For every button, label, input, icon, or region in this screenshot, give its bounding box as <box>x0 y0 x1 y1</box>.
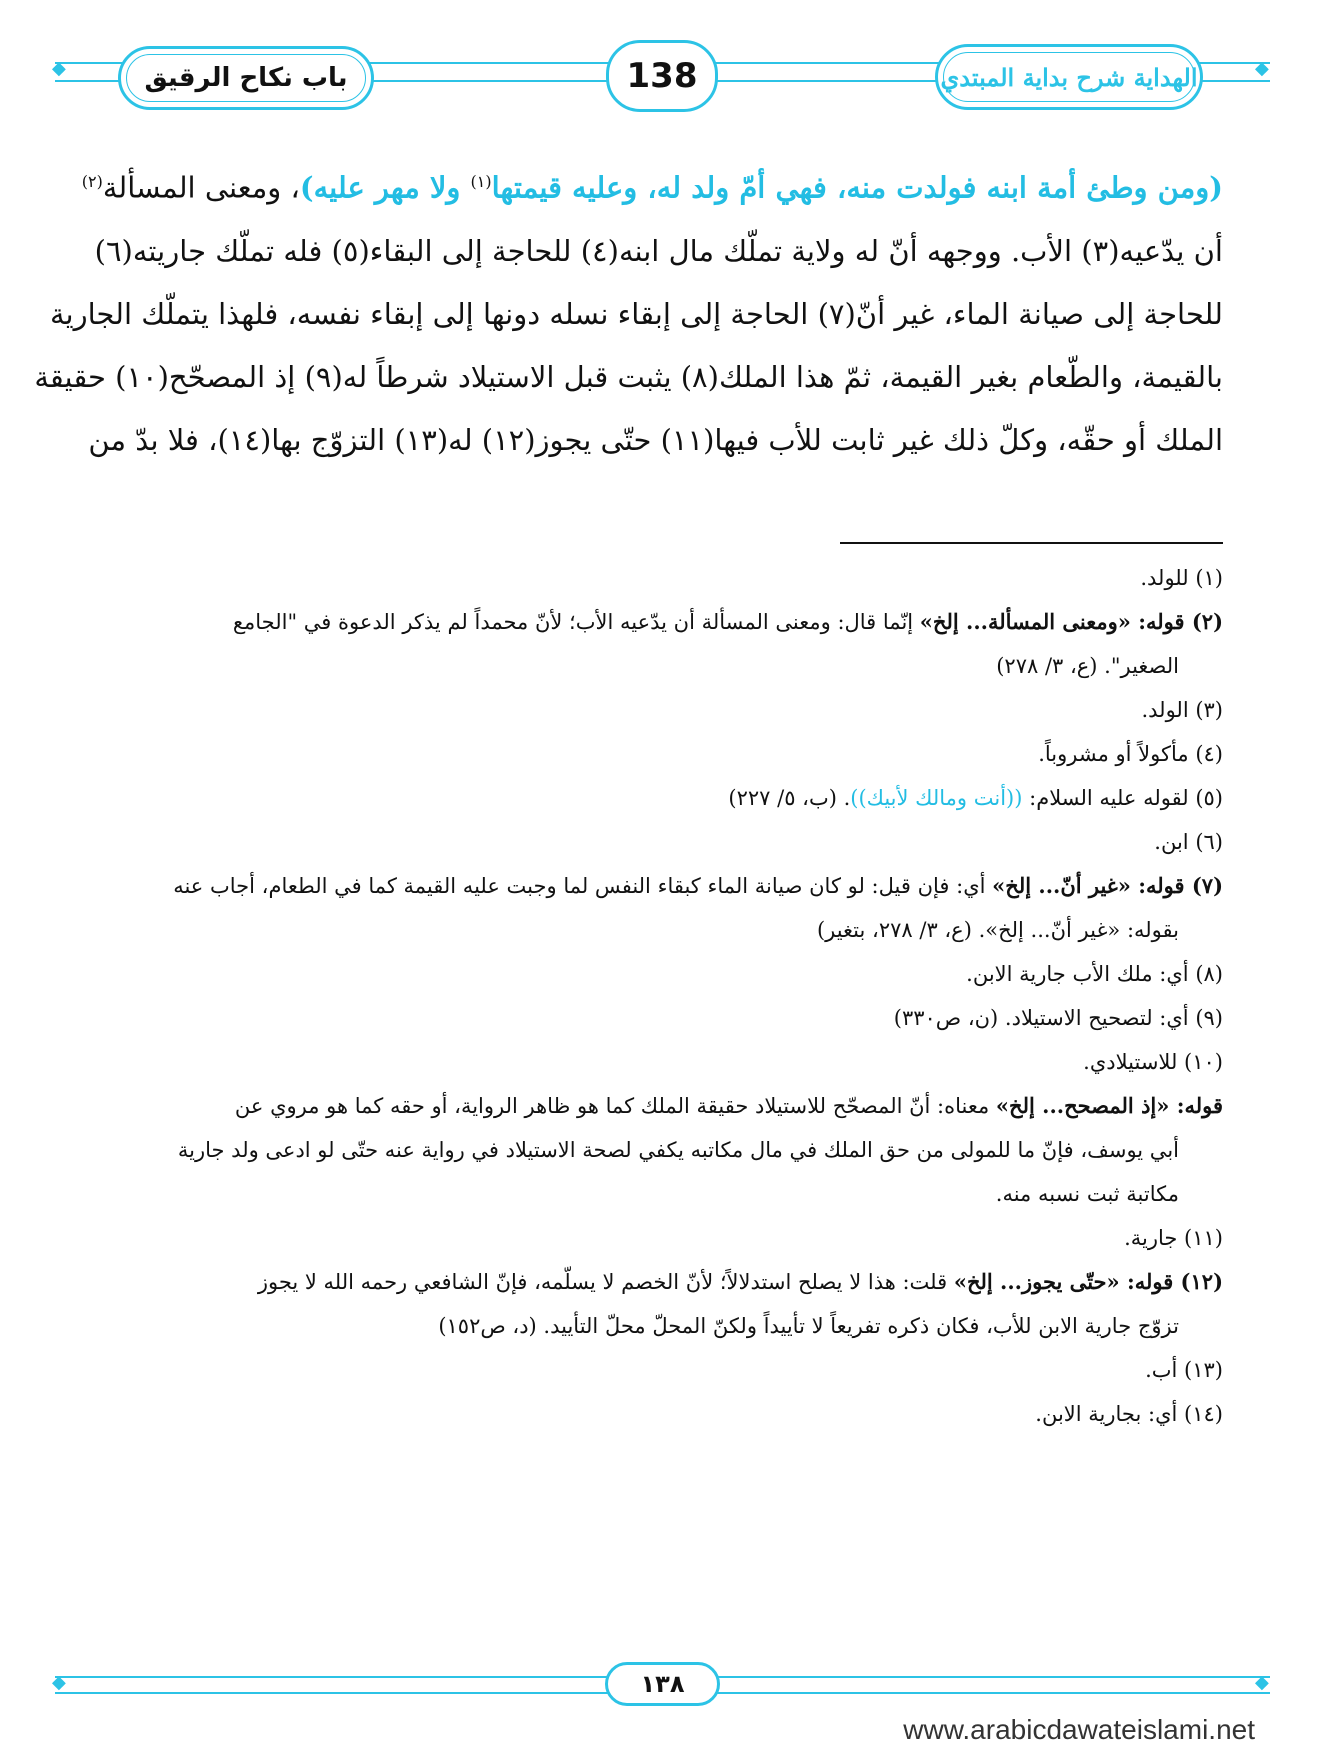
footnote: (١) للولد. <box>1140 566 1223 590</box>
chapter-title: باب نكاح الرقيق <box>144 63 348 93</box>
page-number-frame <box>606 40 718 112</box>
footnotes <box>95 556 1223 1436</box>
footnote-continuation: أبي يوسف، فإنّ ما للمولى من حق الملك في مال مكاتبه يكفي لصحة الاستيلاد في رواية عنه حتّى لو ادعى ولد جارية <box>177 1138 1179 1162</box>
footnote-separator <box>840 542 1223 544</box>
footnote: (٣) الولد. <box>1141 698 1223 722</box>
main-line-2: أن يدّعيه(٣) الأب. ووجهه أنّ له ولاية تملّك مال ابنه(٤) للحاجة إلى البقاء(٥) فله تملّك جاريته(٦) <box>94 233 1223 268</box>
footnote: (٤) مأكولاً أو مشروباً. <box>1038 742 1223 766</box>
book-title-frame <box>935 44 1203 110</box>
footnote: (١٠) للاستيلادي. <box>1083 1050 1223 1074</box>
main-line-4: بالقيمة، والطّعام بغير القيمة، ثمّ هذا الملك(٨) يثبت قبل الاستيلاد شرطاً له(٩) إذ المصحّح(١٠) حقيقة <box>34 359 1223 394</box>
footnote: (١٤) أي: بجارية الابن. <box>1035 1402 1223 1426</box>
footnote: (٦) ابن. <box>1154 830 1223 854</box>
footnote: (٨) أي: ملك الأب جارية الابن. <box>966 962 1223 986</box>
footer-ornament-left: ◆ <box>52 1672 66 1693</box>
hadith-quote: ((أنت ومالك لأبيك)) <box>850 786 1023 810</box>
header-ornament-right: ◆ <box>1255 58 1269 79</box>
website-url: www.arabicdawateislami.net <box>903 1714 1255 1745</box>
main-line-1: (ومن وطئ أمة ابنه فولدت منه، فهي أمّ ولد له، وعليه قيمتها$^{(١)}$ ولا مهر عليه)، ومعنى المسألة$^{(٢)}$ <box>81 170 1223 205</box>
footnote: (١٢) قوله: «حتّى يجوز... إلخ» قلت: هذا لا يصلح استدلالاً؛ لأنّ الخصم لا يسلّمه، فإنّ الشافعي رحمه الله لا يجوز <box>257 1269 1223 1294</box>
footnote: (١١) جارية. <box>1124 1226 1223 1250</box>
footnote-continuation: تزوّج جارية الابن للأب، فكان ذكره تفريعاً لا تأييداً ولكنّ المحلّ محلّ التأييد. (د، ص١٥٢) <box>438 1314 1179 1338</box>
footer-page-number: ١٣٨ <box>640 1670 685 1698</box>
footnote: (١٣) أب. <box>1145 1358 1223 1382</box>
header-ornament-left: ◆ <box>52 58 66 79</box>
footnote: قوله: «إذ المصحح... إلخ» معناه: أنّ المصحّح للاستيلاد حقيقة الملك كما هو ظاهر الرواية، أو حقه كما هو مروي عن <box>234 1093 1223 1118</box>
footer-ornament-right: ◆ <box>1255 1672 1269 1693</box>
footnote: (٥) لقوله عليه السلام: ((أنت ومالك لأبيك)). (ب، ٥/ ٢٢٧) <box>728 786 1223 810</box>
footnote: (٩) أي: لتصحيح الاستيلاد. (ن، ص٣٣٠) <box>893 1006 1223 1030</box>
footnote: (٢) قوله: «ومعنى المسألة... إلخ» إنّما قال: ومعنى المسألة أن يدّعيه الأب؛ لأنّ محمداً لم يذكر الدعوة في "الجامع <box>232 609 1223 634</box>
main-line-3: للحاجة إلى صيانة الماء، غير أنّ(٧) الحاجة إلى إبقاء نسله دونها إلى إبقاء نفسه، فلهذا يتملّك الجارية <box>49 296 1223 331</box>
chapter-title-frame <box>118 46 374 110</box>
footer-page-number-frame <box>605 1662 720 1706</box>
footnote: (٧) قوله: «غير أنّ... إلخ» أي: فإن قيل: لو كان صيانة الماء كبقاء النفس لما وجبت عليه القيمة كما في الطعام، أجاب عنه <box>173 873 1223 898</box>
footnote-continuation: الصغير". (ع، ٣/ ٢٧٨) <box>996 654 1179 678</box>
footnote-continuation: مكاتبة ثبت نسبه منه. <box>995 1182 1179 1206</box>
main-line-5: الملك أو حقّه، وكلّ ذلك غير ثابت للأب فيها(١١) حتّى يجوز(١٢) له(١٣) التزوّج بها(١٤)، فلا بدّ من <box>88 422 1223 457</box>
footnote-continuation: بقوله: «غير أنّ... إلخ». (ع، ٣/ ٢٧٨، بتغير) <box>816 918 1179 942</box>
main-text <box>34 150 1223 472</box>
book-title: الهداية شرح بداية المبتدي <box>940 62 1198 92</box>
page-number: 138 <box>626 56 698 96</box>
